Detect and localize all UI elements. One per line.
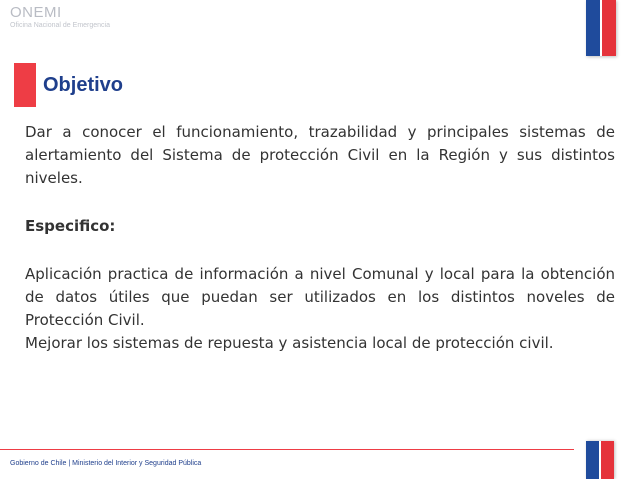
footer-divider [0, 449, 574, 450]
flag-bottom-decoration [586, 441, 614, 479]
specific-heading: Especifico: [25, 217, 116, 235]
brand-subtitle: Oficina Nacional de Emergencia [10, 22, 110, 29]
objective-paragraph: Dar a conocer el funcionamiento, trazabilidad y principales sistemas de alertamiento del Sistema de protección Civil en la Región y sus distintos niveles. [25, 123, 615, 187]
specific-paragraph-2: Mejorar los sistemas de repuesta y asistencia local de protección civil. [25, 334, 554, 352]
flag-top-decoration [586, 0, 616, 56]
slide-title: Objetivo [43, 74, 124, 96]
brand-logo [10, 4, 110, 30]
specific-paragraph-1: Aplicación practica de información a nivel Comunal y local para la obtención de datos útiles que puedan ser utilizados en los distintos noveles de Protección Civil. [25, 265, 615, 329]
slide-content [25, 121, 615, 355]
brand-name: ONEMI [10, 4, 62, 21]
title-accent-bar [14, 63, 36, 107]
footer-text: Gobierno de Chile | Ministerio del Interior y Seguridad Pública [10, 460, 202, 467]
